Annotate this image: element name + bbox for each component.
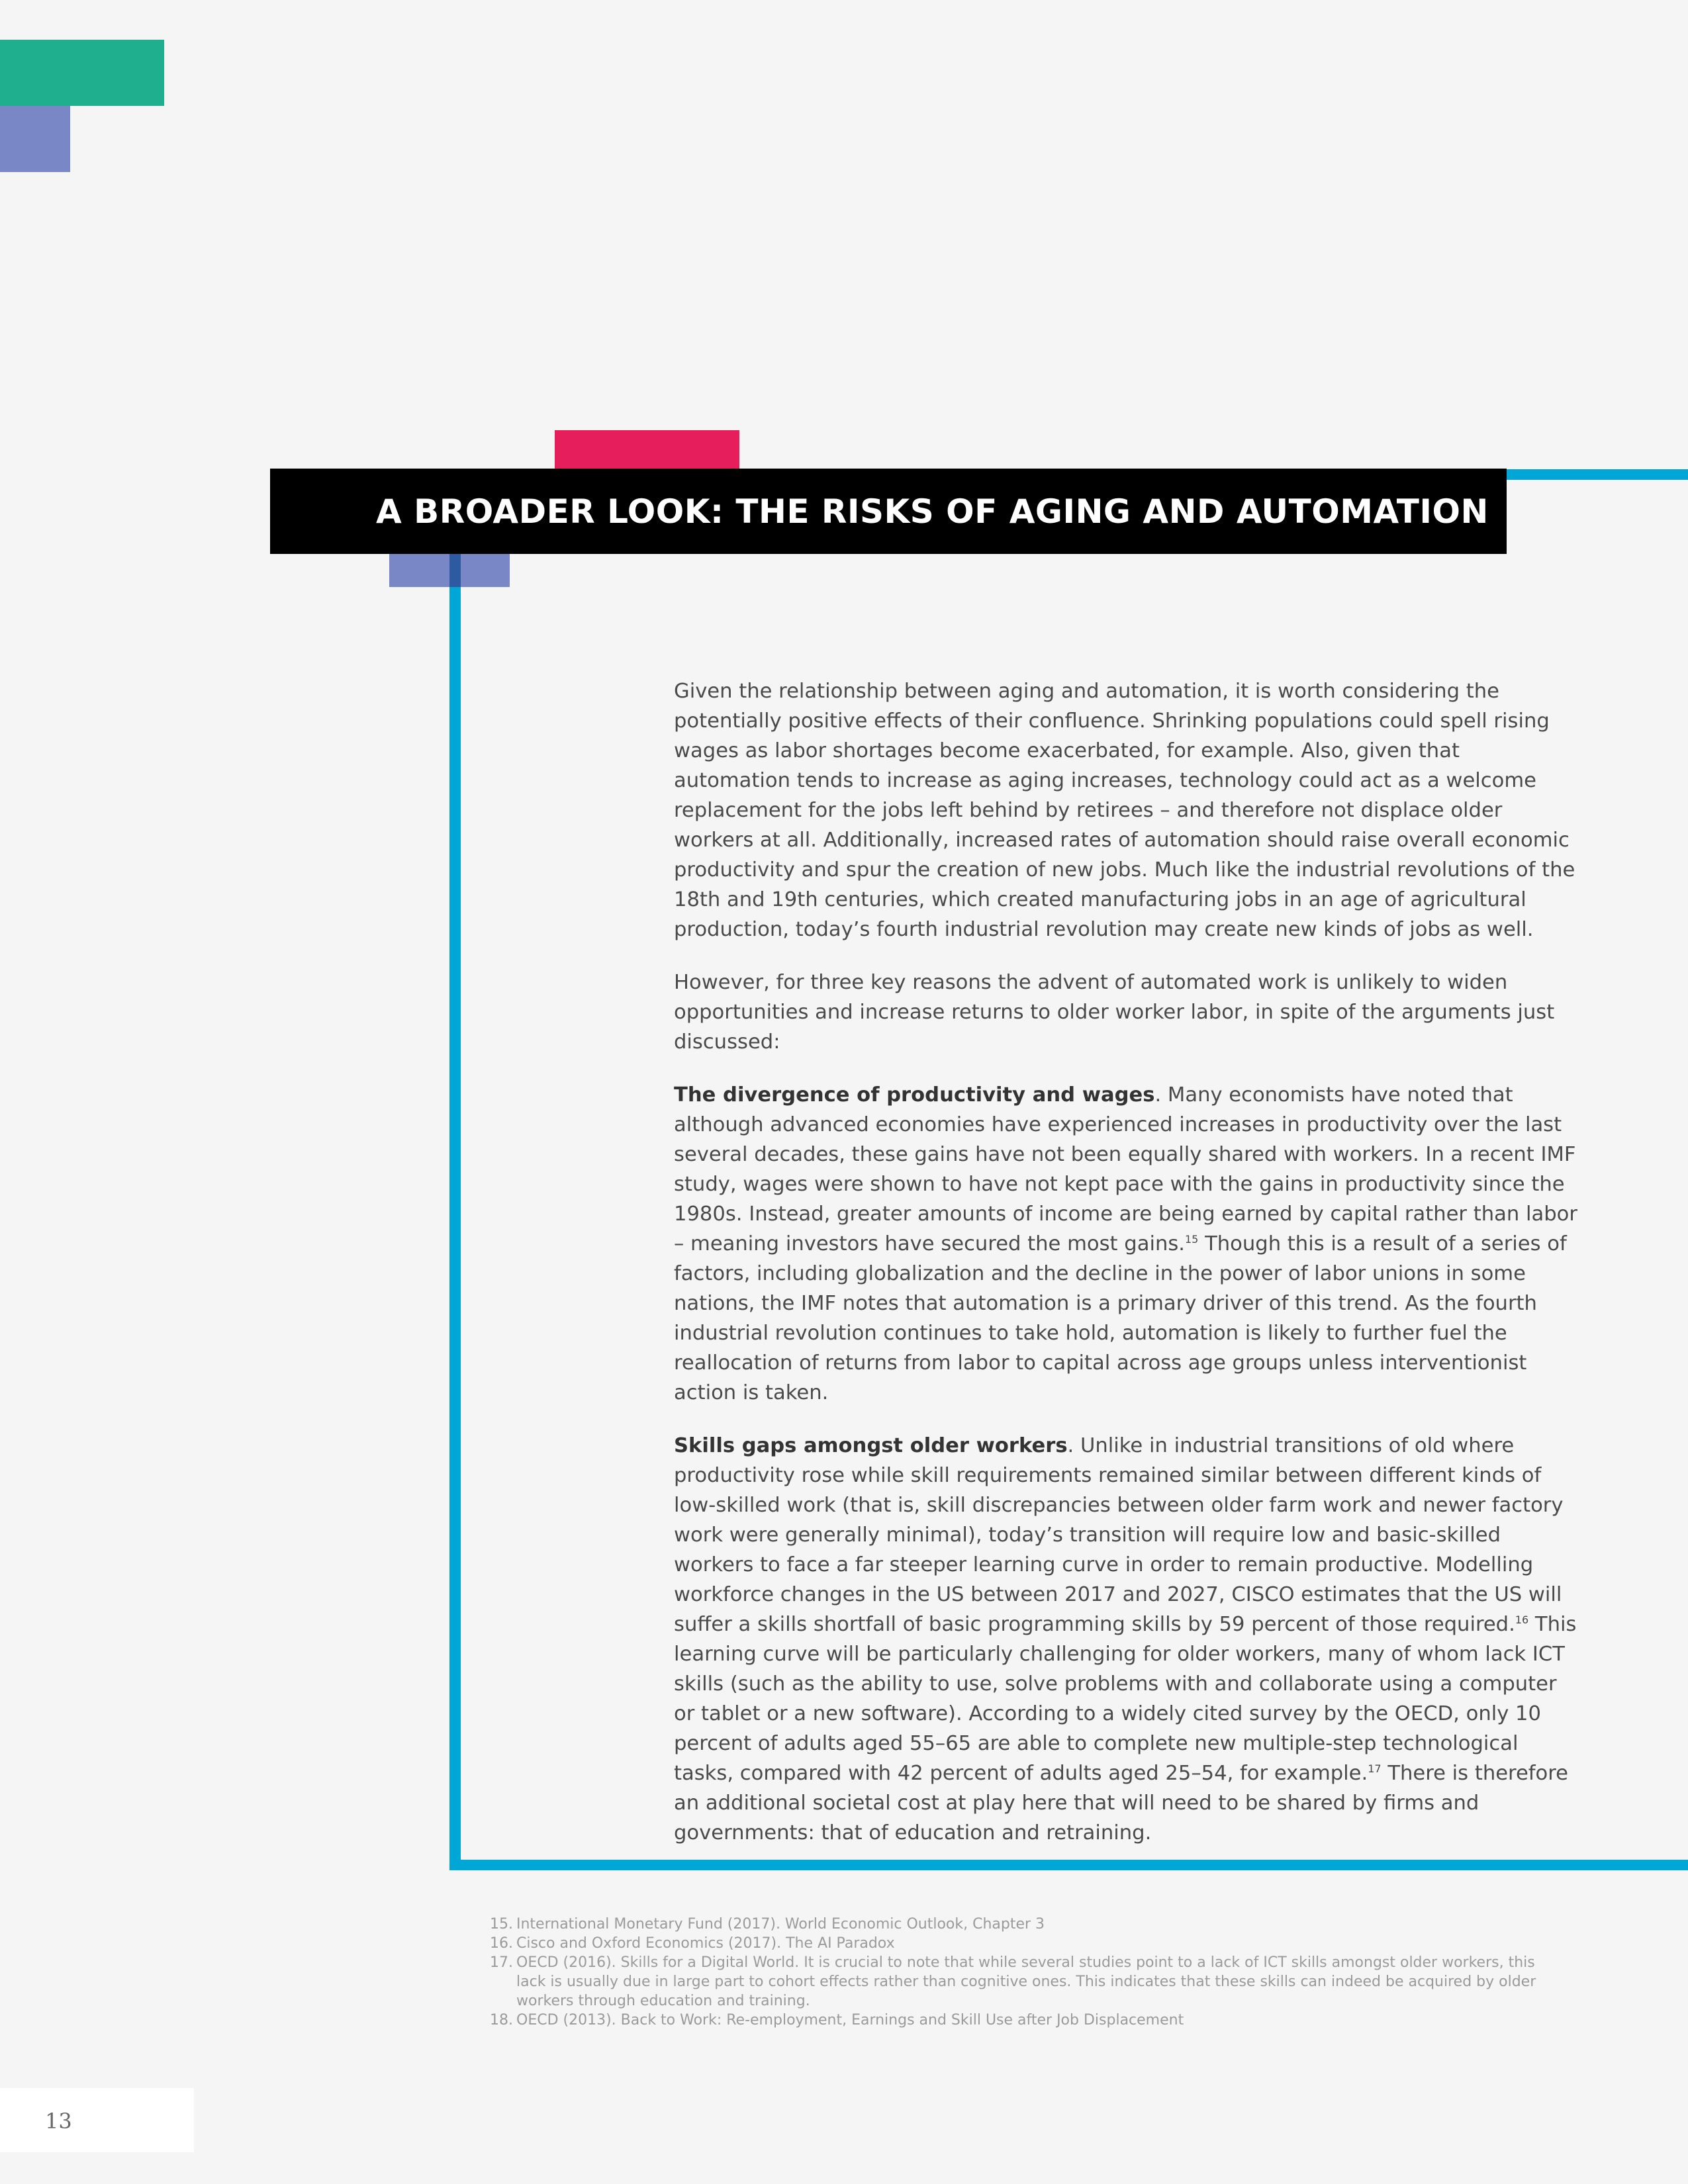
footnote-ref[interactable]: 16 xyxy=(1515,1613,1529,1626)
title-accent-pink xyxy=(555,430,739,469)
paragraph-text: However, for three key reasons the advent of automated work is unlikely to widen opportunities and increase returns to older worker labor, in spite of the arguments just discussed: xyxy=(674,971,1555,1054)
title-accent-blue-line xyxy=(1506,469,1688,480)
footnotes-list xyxy=(490,1915,1562,2030)
frame-left-line xyxy=(449,553,461,1870)
section-heading-skills-gaps: Skills gaps amongst older workers xyxy=(674,1434,1068,1457)
frame-overlap-block xyxy=(449,553,461,587)
page-number-box xyxy=(0,2088,194,2152)
page-number: 13 xyxy=(45,2109,72,2134)
corner-decoration-purple xyxy=(0,106,70,172)
footnote-item xyxy=(490,1953,1562,2011)
footnote-item xyxy=(490,1934,1562,1953)
footnote-text: International Monetary Fund (2017). World Economic Outlook, Chapter 3 xyxy=(516,1916,1045,1933)
paragraph xyxy=(674,676,1577,944)
section-heading-productivity: The divergence of productivity and wages xyxy=(674,1083,1155,1107)
title-bar xyxy=(270,469,1507,554)
footnote-text: OECD (2013). Back to Work: Re-employment, Earnings and Skill Use after Job Displacement xyxy=(516,2012,1184,2028)
footnote-item xyxy=(490,2011,1562,2030)
footnote-item xyxy=(490,1915,1562,1934)
paragraph-text: This learning curve will be particularly challenging for older workers, many of whom lack ICT skills (such as the ability to use, solve problems with and collaborate using a computer or tablet or a new software). According to a widely cited survey by the OECD, only 10 percent of adults aged 55–65 are able to complete new multiple-step technological tasks, compared with 42 percent of adults aged 25–54, for example. xyxy=(674,1613,1577,1785)
footnote-number: 17. xyxy=(490,1954,513,1971)
footnote-ref[interactable]: 15 xyxy=(1185,1232,1199,1246)
paragraph-text: Given the relationship between aging and automation, it is worth considering the potentially positive effects of their confluence. Shrinking populations could spell rising wages as labor shortages become exacerbated, for example. Also, given that automation tends to increase as aging increases, technology could act as a welcome replacement for the jobs left behind by retirees – and therefore not displace older workers at all. Additionally, increased rates of automation should raise overall economic productivity and spur the creation of new jobs. Much like the industrial revolutions of the 18th and 19th centuries, which created manufacturing jobs in an age of agricultural production, today’s fourth industrial revolution may create new kinds of jobs as well. xyxy=(674,680,1575,941)
paragraph-text: Though this is a result of a series of factors, including globalization and the decline in the power of labor unions in some nations, the IMF notes that automation is a primary driver of this trend. As the fourth industrial revolution continues to take hold, automation is likely to further fuel the reallocation of returns from labor to capital across age groups unless interventionist action is taken. xyxy=(674,1232,1567,1404)
footnote-number: 15. xyxy=(490,1916,513,1933)
footnote-number: 18. xyxy=(490,2012,513,2028)
paragraph xyxy=(674,968,1577,1057)
footnote-number: 16. xyxy=(490,1935,513,1952)
paragraph-text: . Many economists have noted that although advanced economies have experienced increases in productivity over the last several decades, these gains have not been equally shared with workers. In a recent IMF study, wages were shown to have not kept pace with the gains in productivity since the 1980s. Instead, greater amounts of income are being earned by capital rather than labor – meaning investors have secured the most gains. xyxy=(674,1083,1577,1255)
corner-decoration-green xyxy=(0,40,164,106)
footnote-ref[interactable]: 17 xyxy=(1368,1762,1382,1775)
page-title: A BROADER LOOK: THE RISKS OF AGING AND AUTOMATION xyxy=(376,492,1489,531)
paragraph-text: . Unlike in industrial transitions of old where productivity rose while skill requirements remained similar between different kinds of low-skilled work (that is, skill discrepancies between older farm work and newer factory work were generally minimal), today’s transition will require low and basic-skilled workers to face a far steeper learning curve in order to remain productive. Modelling workforce changes in the US between 2017 and 2027, CISCO estimates that the US will suffer a skills shortfall of basic programming skills by 59 percent of those required. xyxy=(674,1434,1564,1636)
footnote-text: Cisco and Oxford Economics (2017). The AI Paradox xyxy=(516,1935,895,1952)
paragraph-text: There is therefore an additional societal cost at play here that will need to be shared by firms and governments: that of education and retraining. xyxy=(674,1762,1568,1844)
paragraph xyxy=(674,1080,1577,1408)
footnote-text: OECD (2016). Skills for a Digital World. It is crucial to note that while several studies point to a lack of ICT skills amongst older workers, this lack is usually due in large part to cohort effects rather than cognitive ones. This indicates that these skills can indeed be acquired by older workers through education and training. xyxy=(516,1954,1536,2009)
body-text xyxy=(674,676,1577,1871)
paragraph xyxy=(674,1431,1577,1848)
